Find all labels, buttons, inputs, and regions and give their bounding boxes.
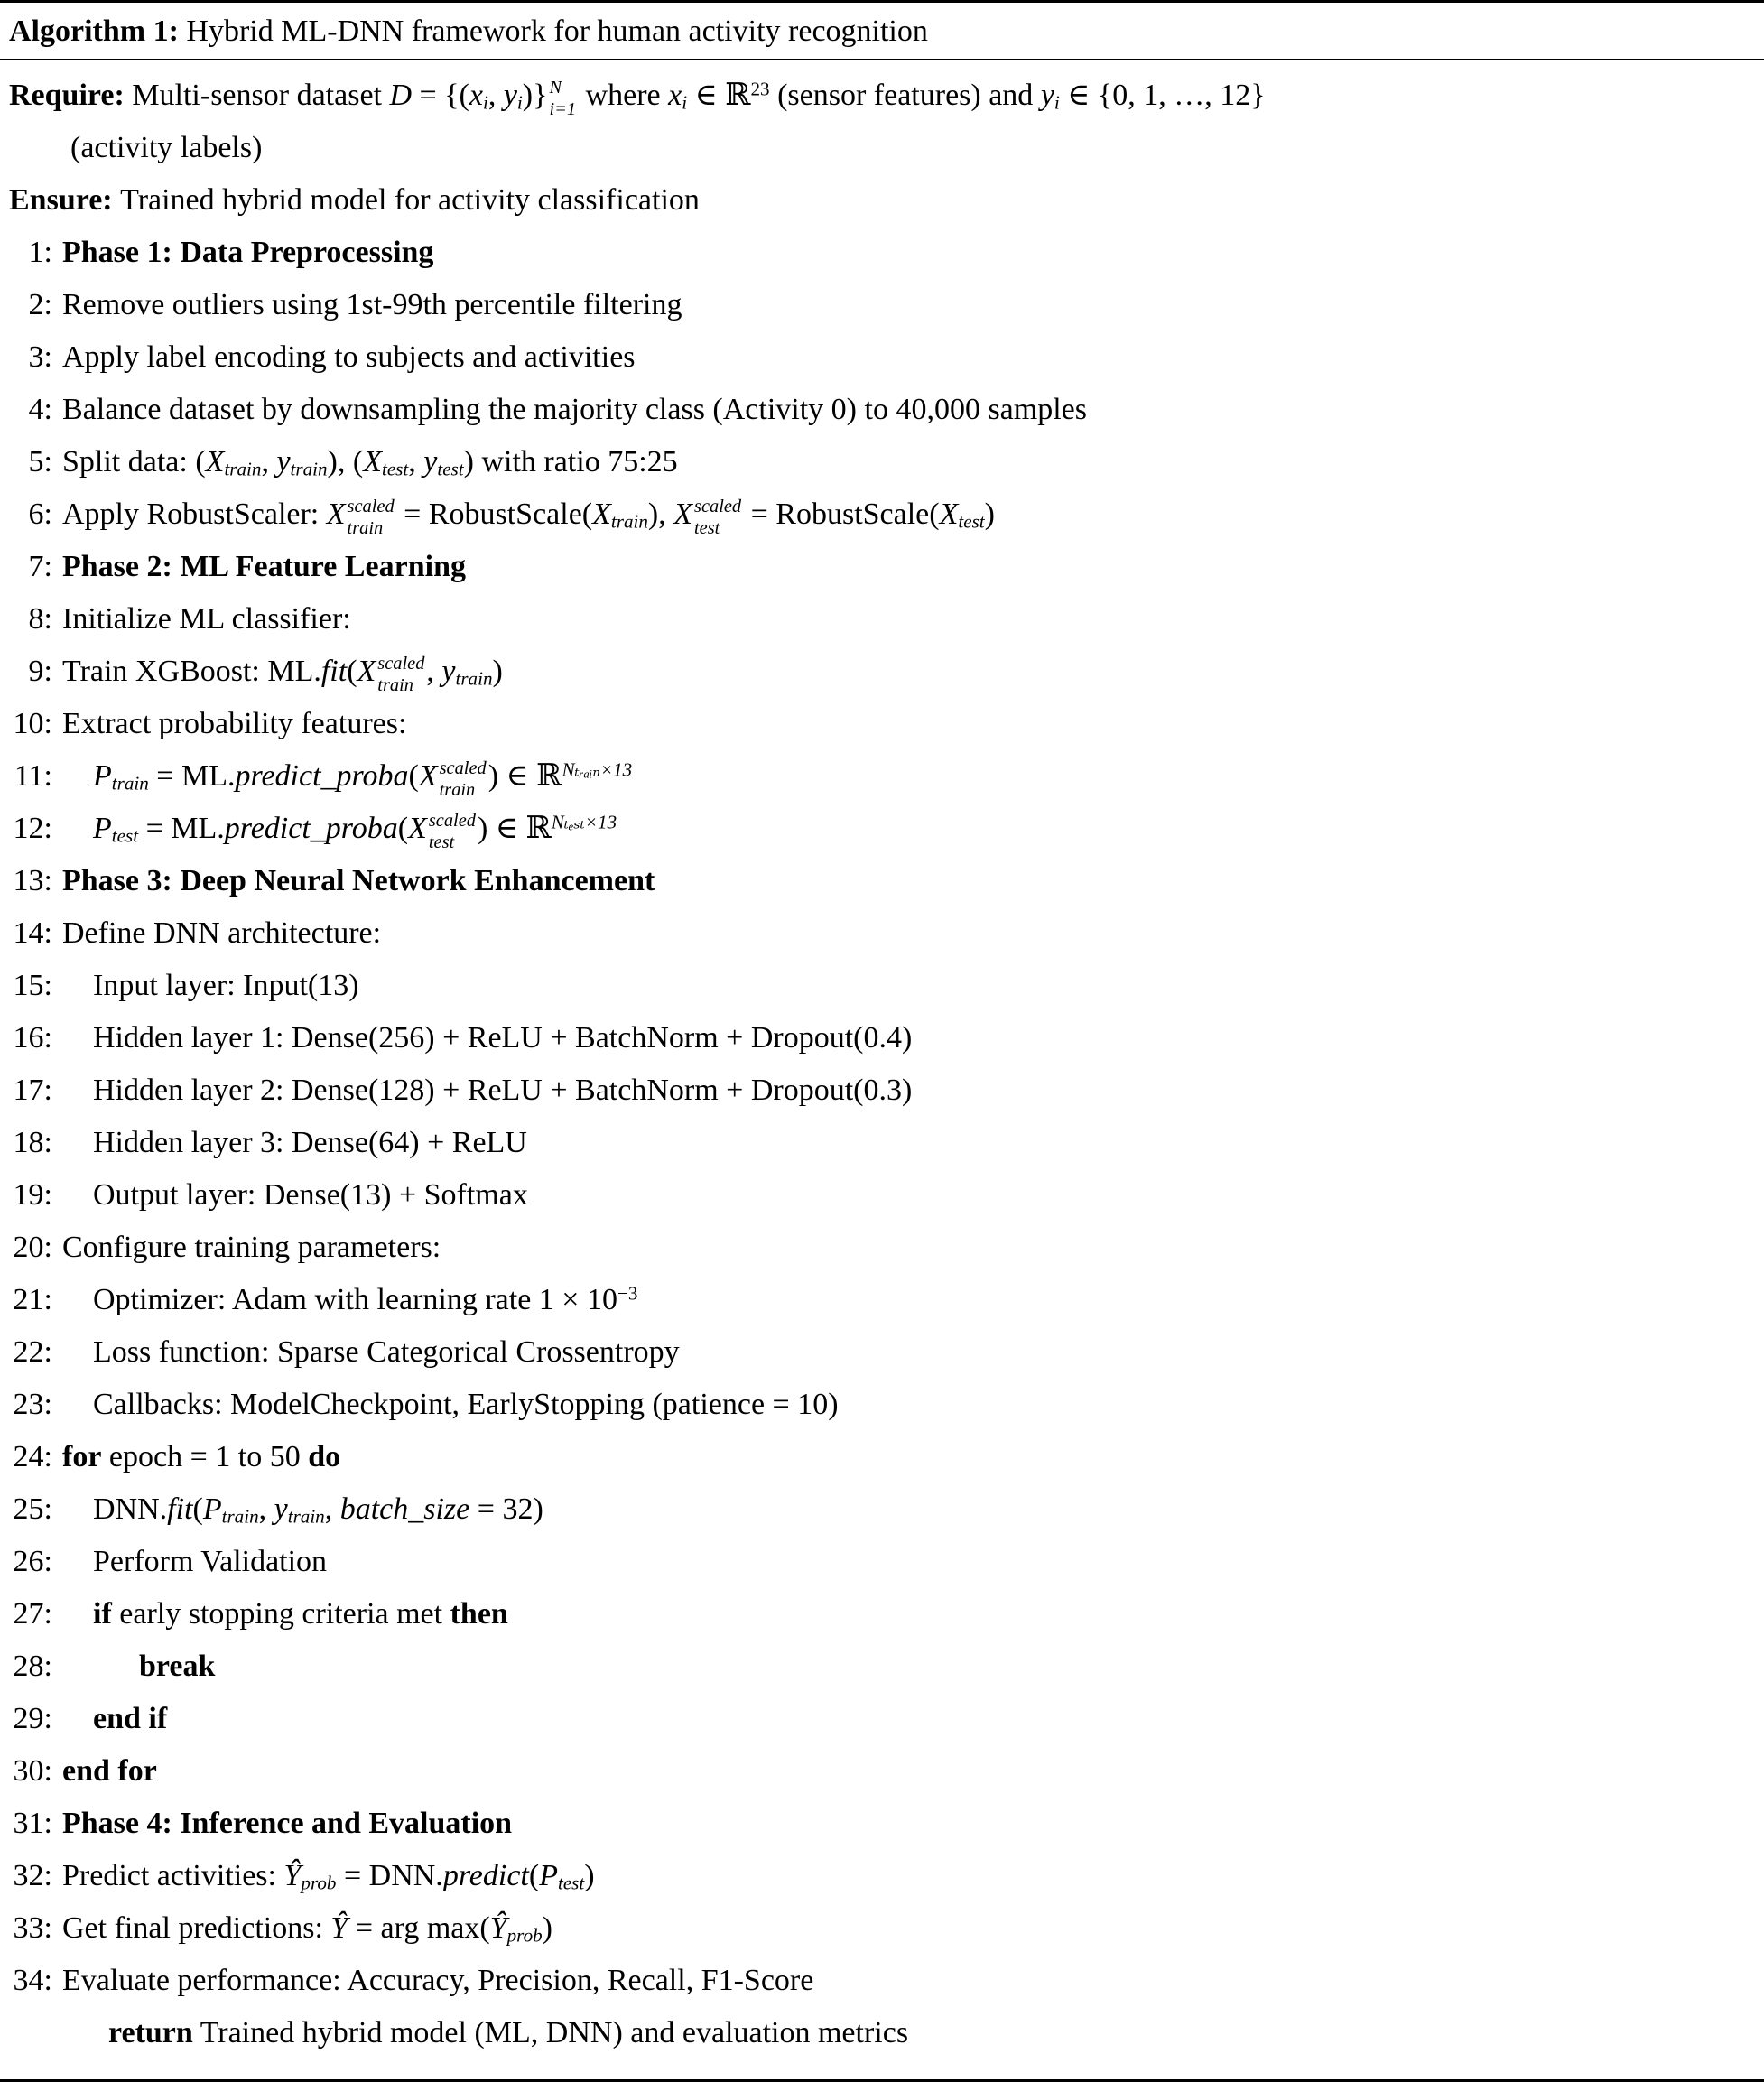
- line-content: (activity labels): [70, 131, 263, 164]
- line-content: Phase 1: Data Preprocessing: [62, 236, 434, 269]
- line-content: Balance dataset by downsampling the majority class (Activity 0) to 40,000 samples: [62, 393, 1087, 426]
- algorithm-line: [9, 174, 1755, 227]
- algorithm-line: [9, 122, 1755, 174]
- algorithm-line: [9, 750, 1755, 803]
- line-content: Remove outliers using 1st-99th percentile filtering: [62, 288, 682, 321]
- algorithm-line: [9, 1955, 1755, 2007]
- line-content: Initialize ML classifier:: [62, 602, 351, 636]
- line-number: 8:: [28, 602, 52, 636]
- line-content: $P_{test}$ = ML.predict_proba(X scaled test ) ∈ ℝ$^{N_{test}\times 13}$: [93, 810, 617, 852]
- algorithm-line: [9, 698, 1755, 750]
- algorithm-line: [9, 1326, 1755, 1379]
- line-number: 33:: [13, 1911, 52, 1945]
- line-number: 26:: [13, 1545, 52, 1578]
- line-content: for epoch = 1 to 50 do: [62, 1440, 341, 1473]
- line-content: Configure training parameters:: [62, 1231, 441, 1264]
- algorithm-line: [9, 279, 1755, 331]
- line-content: Hidden layer 2: Dense(128) + ReLU + BatchNorm + Dropout(0.3): [93, 1074, 913, 1107]
- algorithm-line: [9, 1274, 1755, 1326]
- line-content: Phase 4: Inference and Evaluation: [62, 1807, 513, 1840]
- line-number: 6:: [28, 497, 52, 531]
- line-content: end for: [62, 1754, 157, 1788]
- algorithm-line: [9, 1012, 1755, 1064]
- line-content: Apply label encoding to subjects and activities: [62, 340, 636, 374]
- algorithm-line: [9, 1850, 1755, 1902]
- line-number: 12:: [13, 812, 52, 845]
- line-number: 24:: [13, 1440, 52, 1473]
- algorithm-line: [9, 384, 1755, 436]
- algorithm-line: [9, 907, 1755, 960]
- algorithm-line: [9, 1588, 1755, 1641]
- algorithm-line: [9, 488, 1755, 541]
- line-number: 4:: [28, 393, 52, 426]
- line-number: 29:: [13, 1702, 52, 1735]
- line-content: Hidden layer 1: Dense(256) + ReLU + BatchNorm + Dropout(0.4): [93, 1021, 913, 1055]
- line-number: 1:: [28, 236, 52, 269]
- line-content: Perform Validation: [93, 1545, 328, 1578]
- line-number: 17:: [13, 1074, 52, 1107]
- line-content: $DNN.fit(P_{train}$, $y_{train}$, batch_size = 32): [93, 1492, 543, 1528]
- algorithm-line: [9, 1431, 1755, 1483]
- algorithm-line: [9, 70, 1755, 122]
- line-number: 19:: [13, 1178, 52, 1212]
- line-content: return Trained hybrid model (ML, DNN) and evaluation metrics: [108, 2016, 909, 2049]
- algorithm-line: [9, 541, 1755, 593]
- algorithm-line: [9, 436, 1755, 488]
- line-content: Phase 2: ML Feature Learning: [62, 550, 466, 583]
- line-number: 3:: [28, 340, 52, 374]
- line-content: Apply RobustScaler: X scaled train = $RobustScale(X_{train})$, X scaled test = $RobustScale(X_{test})$: [62, 496, 995, 538]
- line-number: 10:: [13, 707, 52, 740]
- line-number: 23:: [13, 1388, 52, 1421]
- line-content: Optimizer: Adam with learning rate $1 \times 10^{-3}$: [93, 1282, 638, 1316]
- algorithm-line: [9, 1064, 1755, 1117]
- line-content: Require: Multi-sensor dataset $D = \{(x_i$, $y_i$)} N i=1 where $x_i$ ∈ ℝ$^{23}$ (sensor features) and $y_i$ ∈ {0, 1, …, 12}: [9, 77, 1266, 119]
- algorithm-body: [0, 60, 1764, 2059]
- line-number: 30:: [13, 1754, 52, 1788]
- line-number: 27:: [13, 1597, 52, 1631]
- line-content: Evaluate performance: Accuracy, Precision, Recall, F1-Score: [62, 1964, 814, 1997]
- algorithm-line: [9, 1536, 1755, 1588]
- line-number: 14:: [13, 916, 52, 950]
- algorithm-line: [9, 1798, 1755, 1850]
- line-content: break: [139, 1650, 216, 1683]
- algorithm-line: [9, 1483, 1755, 1536]
- algorithm-line: [9, 593, 1755, 646]
- line-content: end if: [93, 1702, 168, 1735]
- line-number: 31:: [13, 1807, 52, 1840]
- line-content: Predict activities: $Ŷ_{prob}$ = $DNN.predict(P_{test})$: [62, 1859, 595, 1894]
- algorithm-line: [9, 1745, 1755, 1798]
- line-number: 28:: [13, 1650, 52, 1683]
- algorithm-line: [9, 960, 1755, 1012]
- algorithm-line: [9, 855, 1755, 907]
- algorithm-line: [9, 646, 1755, 698]
- algorithm-line: [9, 1693, 1755, 1745]
- line-number: 20:: [13, 1231, 52, 1264]
- algorithm-line: [9, 1902, 1755, 1955]
- line-content: Hidden layer 3: Dense(64) + ReLU: [93, 1126, 527, 1159]
- algorithm-line: [9, 2007, 1755, 2059]
- line-number: 9:: [28, 655, 52, 688]
- line-content: Get final predictions: Ŷ = arg $\max(Ŷ_{prob})$: [62, 1911, 552, 1947]
- line-number: 7:: [28, 550, 52, 583]
- line-content: Loss function: Sparse Categorical Crossentropy: [93, 1335, 680, 1369]
- line-content: if early stopping criteria met then: [93, 1597, 508, 1631]
- line-content: $P_{train}$ = ML.predict_proba(X scaled train ) ∈ ℝ$^{N_tᵣ_aᵢ_n\times 13}$: [93, 758, 633, 800]
- line-content: Input layer: Input(13): [93, 969, 359, 1002]
- line-number: 15:: [13, 969, 52, 1002]
- line-content: Ensure: Trained hybrid model for activity classification: [9, 183, 700, 217]
- line-number: 5:: [28, 445, 52, 479]
- line-number: 25:: [13, 1492, 52, 1526]
- algorithm-title: Algorithm 1: Hybrid ML-DNN framework for human activity recognition: [9, 14, 928, 48]
- line-content: Define DNN architecture:: [62, 916, 382, 950]
- line-content: Train XGBoost: ML.fit(X scaled train , $y_{train}$): [62, 653, 503, 695]
- algorithm-line: [9, 1222, 1755, 1274]
- line-content: Split data: ($X_{train}$, $y_{train}$), ($X_{test}$, $y_{test}$) with ratio 75:25: [62, 445, 678, 480]
- algorithm-line: [9, 227, 1755, 279]
- line-number: 32:: [13, 1859, 52, 1892]
- line-number: 18:: [13, 1126, 52, 1159]
- line-content: Extract probability features:: [62, 707, 407, 740]
- algorithm-line: [9, 1169, 1755, 1222]
- line-number: 34:: [13, 1964, 52, 1997]
- line-content: Callbacks: ModelCheckpoint, EarlyStopping (patience = 10): [93, 1388, 839, 1421]
- line-content: Output layer: Dense(13) + Softmax: [93, 1178, 528, 1212]
- algorithm-line: [9, 1117, 1755, 1169]
- line-content: Phase 3: Deep Neural Network Enhancement: [62, 864, 655, 897]
- line-number: 13:: [13, 864, 52, 897]
- line-number: 2:: [28, 288, 52, 321]
- line-number: 22:: [13, 1335, 52, 1369]
- line-number: 16:: [13, 1021, 52, 1055]
- algorithm-header: [0, 3, 1764, 60]
- algorithm-line: [9, 1379, 1755, 1431]
- line-number: 11:: [14, 759, 52, 793]
- algorithm-line: [9, 331, 1755, 384]
- algorithm-line: [9, 803, 1755, 855]
- algorithm-line: [9, 1641, 1755, 1693]
- line-number: 21:: [13, 1283, 52, 1316]
